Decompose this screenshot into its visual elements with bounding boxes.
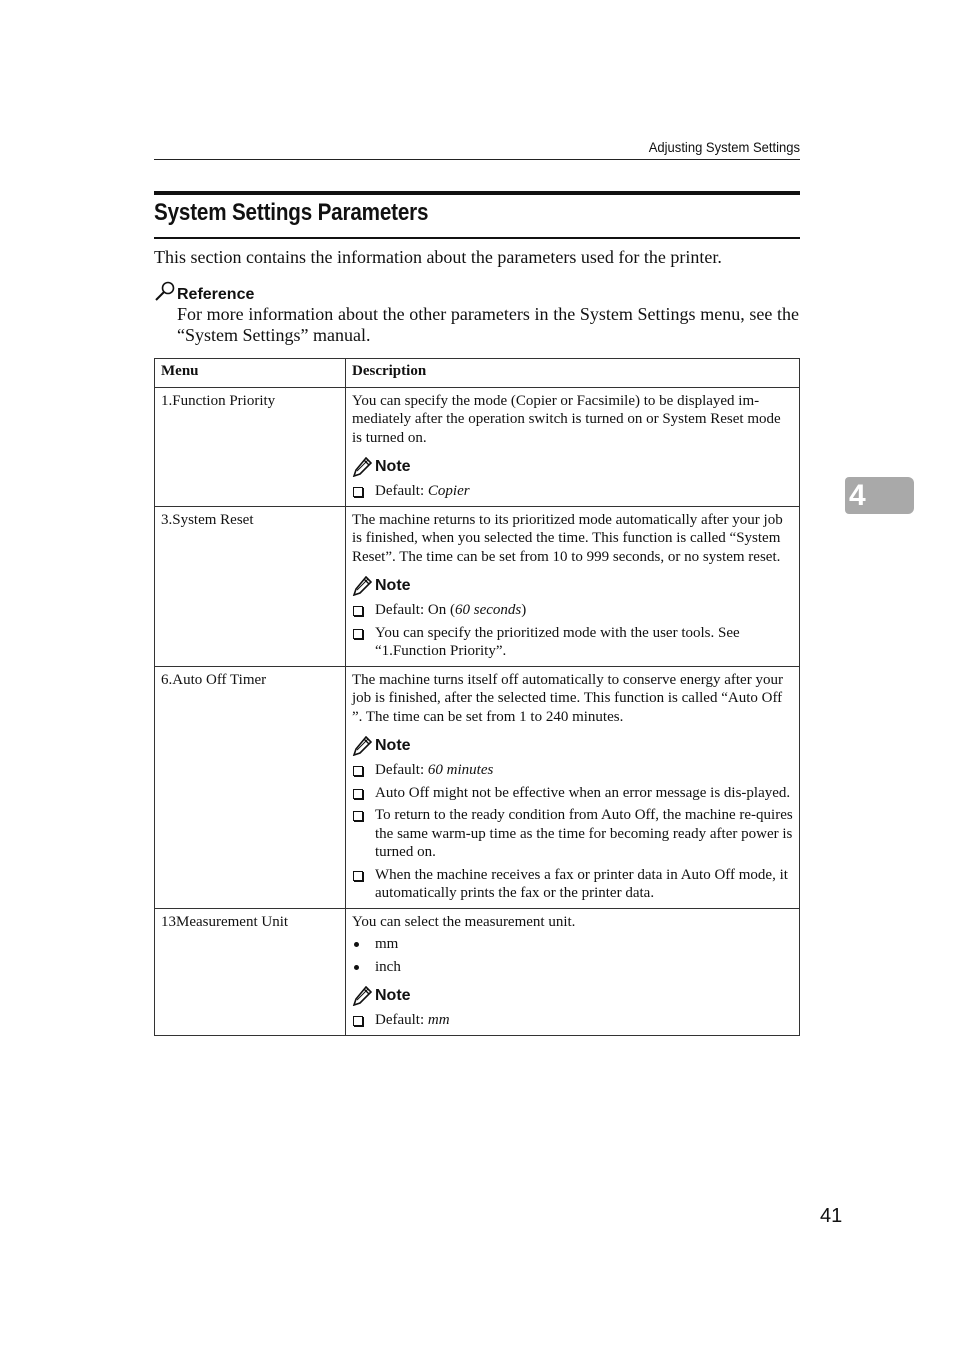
magnifier-icon [154, 280, 176, 302]
bullet-icon [354, 942, 359, 947]
description-cell [346, 666, 800, 908]
note-label: Note [375, 457, 411, 475]
column-header-menu: Menu [155, 359, 346, 388]
checkbox-bullet-icon [353, 487, 363, 497]
menu-cell: 13Measurement Unit [155, 908, 346, 1035]
note-label: Note [375, 986, 411, 1004]
note-heading [352, 985, 793, 1007]
note-text: You can specify the prioritized mode with the user tools. See “1.Function Priority”. [375, 624, 740, 659]
list-item [352, 601, 793, 620]
header-rule [154, 159, 800, 160]
default-value: Copier [427, 483, 470, 499]
description-cell [346, 506, 800, 666]
list-item [352, 784, 793, 803]
note-heading [352, 735, 793, 757]
description-cell [346, 387, 800, 506]
chapter-number: 4 [849, 479, 866, 512]
default-value: 60 seconds [454, 602, 522, 618]
list-item [352, 482, 793, 501]
parameters-table [154, 358, 800, 1036]
description-text: You can select the measurement unit. [352, 913, 576, 930]
title-rule-top [154, 191, 800, 195]
note-list [352, 482, 793, 501]
checkbox-bullet-icon [353, 766, 363, 776]
note-list [352, 761, 793, 903]
bullet-icon [354, 965, 359, 970]
checkbox-bullet-icon [353, 871, 363, 881]
description-text: You can specify the mode (Copier or Facsimile) to be displayed im-mediately after the operation switch is turned on or System Reset mode is turned on. [352, 392, 781, 446]
table-row [155, 908, 800, 1035]
note-text-suffix: ) [521, 602, 527, 618]
list-item [352, 866, 793, 903]
list-item [352, 761, 793, 780]
note-heading [352, 456, 793, 478]
option-text: mm [375, 936, 399, 952]
note-text: Default: On ( [375, 602, 455, 618]
note-text: When the machine receives a fax or printer data in Auto Off mode, it automatically prints the fax or the printer data. [375, 866, 788, 901]
page-title: System Settings Parameters [154, 199, 429, 226]
page-number: 41 [820, 1205, 843, 1227]
pencil-icon [352, 576, 372, 596]
checkbox-bullet-icon [353, 789, 363, 799]
list-item [352, 1011, 793, 1030]
description-text: The machine returns to its prioritized mode automatically after your job is finished, when you selected the time. This function is called “System Reset”. The time can be set from 10 to 999 seconds, or no system reset. [352, 511, 783, 565]
menu-cell: 3.System Reset [155, 506, 346, 666]
note-list [352, 601, 793, 661]
column-header-description: Description [346, 359, 800, 388]
checkbox-bullet-icon [353, 1016, 363, 1026]
checkbox-bullet-icon [353, 811, 363, 821]
pencil-icon [352, 736, 372, 756]
note-text: Default: [375, 483, 428, 499]
note-text: To return to the ready condition from Auto Off, the machine re-quires the same warm-up time as the time for becoming ready after power is turned on. [375, 807, 793, 860]
option-text: inch [375, 958, 401, 975]
reference-label: Reference [177, 286, 255, 303]
default-value: mm [427, 1012, 450, 1028]
menu-cell: 6.Auto Off Timer [155, 666, 346, 908]
pencil-icon [352, 986, 372, 1006]
note-heading [352, 575, 793, 597]
reference-text: For more information about the other parameters in the System Settings menu, see the “System Settings” manual. [177, 304, 799, 345]
description-text: The machine turns itself off automatically to conserve energy after your job is finished, after the selected time. This function is called “Auto Off ”. The time can be set from 1 to 240 minutes. [352, 671, 783, 725]
title-rule-bottom [154, 237, 800, 239]
note-label: Note [375, 576, 411, 594]
list-item [352, 958, 793, 977]
intro-paragraph: This section contains the information about the parameters used for the printer. [154, 247, 722, 267]
note-text: Default: [375, 762, 428, 778]
chapter-tab [845, 477, 914, 514]
list-item [352, 935, 793, 954]
default-value: 60 minutes [427, 762, 494, 778]
checkbox-bullet-icon [353, 606, 363, 616]
table-header-row [155, 359, 800, 388]
list-item [352, 806, 793, 862]
reference-heading [154, 278, 254, 302]
table-row [155, 387, 800, 506]
table-row [155, 666, 800, 908]
note-label: Note [375, 736, 411, 754]
menu-cell: 1.Function Priority [155, 387, 346, 506]
checkbox-bullet-icon [353, 629, 363, 639]
note-text: Default: [375, 1012, 428, 1028]
option-list [352, 935, 793, 976]
running-header: Adjusting System Settings [648, 139, 800, 155]
note-list [352, 1011, 793, 1030]
list-item [352, 624, 793, 661]
note-text: Auto Off might not be effective when an error message is dis-played. [375, 784, 791, 801]
pencil-icon [352, 457, 372, 477]
description-cell [346, 908, 800, 1035]
table-row [155, 506, 800, 666]
